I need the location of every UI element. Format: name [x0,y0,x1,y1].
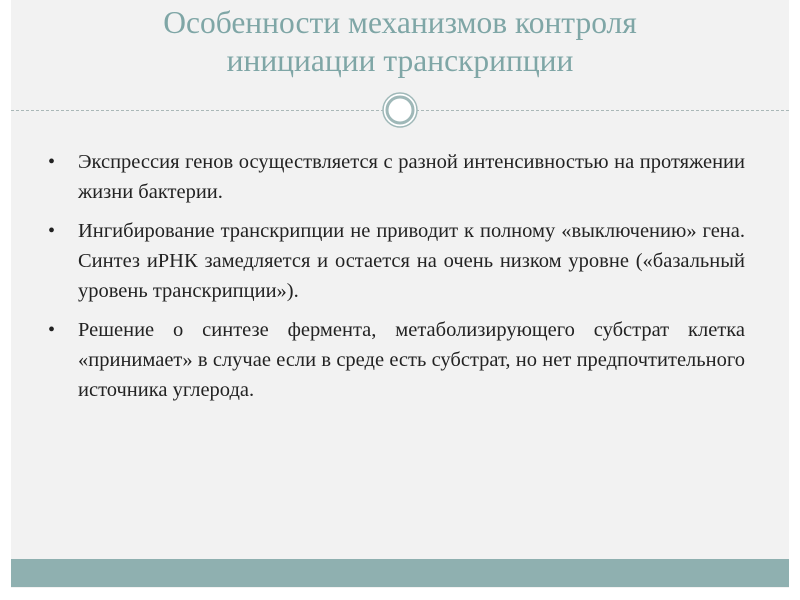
footer-bar [11,559,789,587]
bullet-text: Экспрессия генов осуществляется с разной интенсивностью на протяжении жизни бактерии. [78,151,745,203]
bullet-item [48,147,745,207]
bullet-text: Решение о синтезе фермента, метаболизирующего субстрат клетка «принимает» в случае если в среде есть субстрат, но нет предпочтительного источника углерода. [78,319,745,401]
slide-title-line-1: Особенности механизмов контроля [163,5,637,40]
bullet-item [48,315,745,405]
bullet-item [48,216,745,306]
slide-title [11,0,789,80]
bullet-marker: • [48,220,56,242]
circle-ring-icon [382,92,418,128]
bullet-text: Ингибирование транскрипции не приводит к полному «выключению» гена. Синтез иРНК замедляется и остается на очень низком уровне («базальный уровень транскрипции»). [78,220,745,302]
bullet-list [48,147,745,414]
bullet-marker: • [48,151,56,173]
slide-title-line-2: инициации транскрипции [226,43,574,78]
bullet-marker: • [48,319,56,341]
